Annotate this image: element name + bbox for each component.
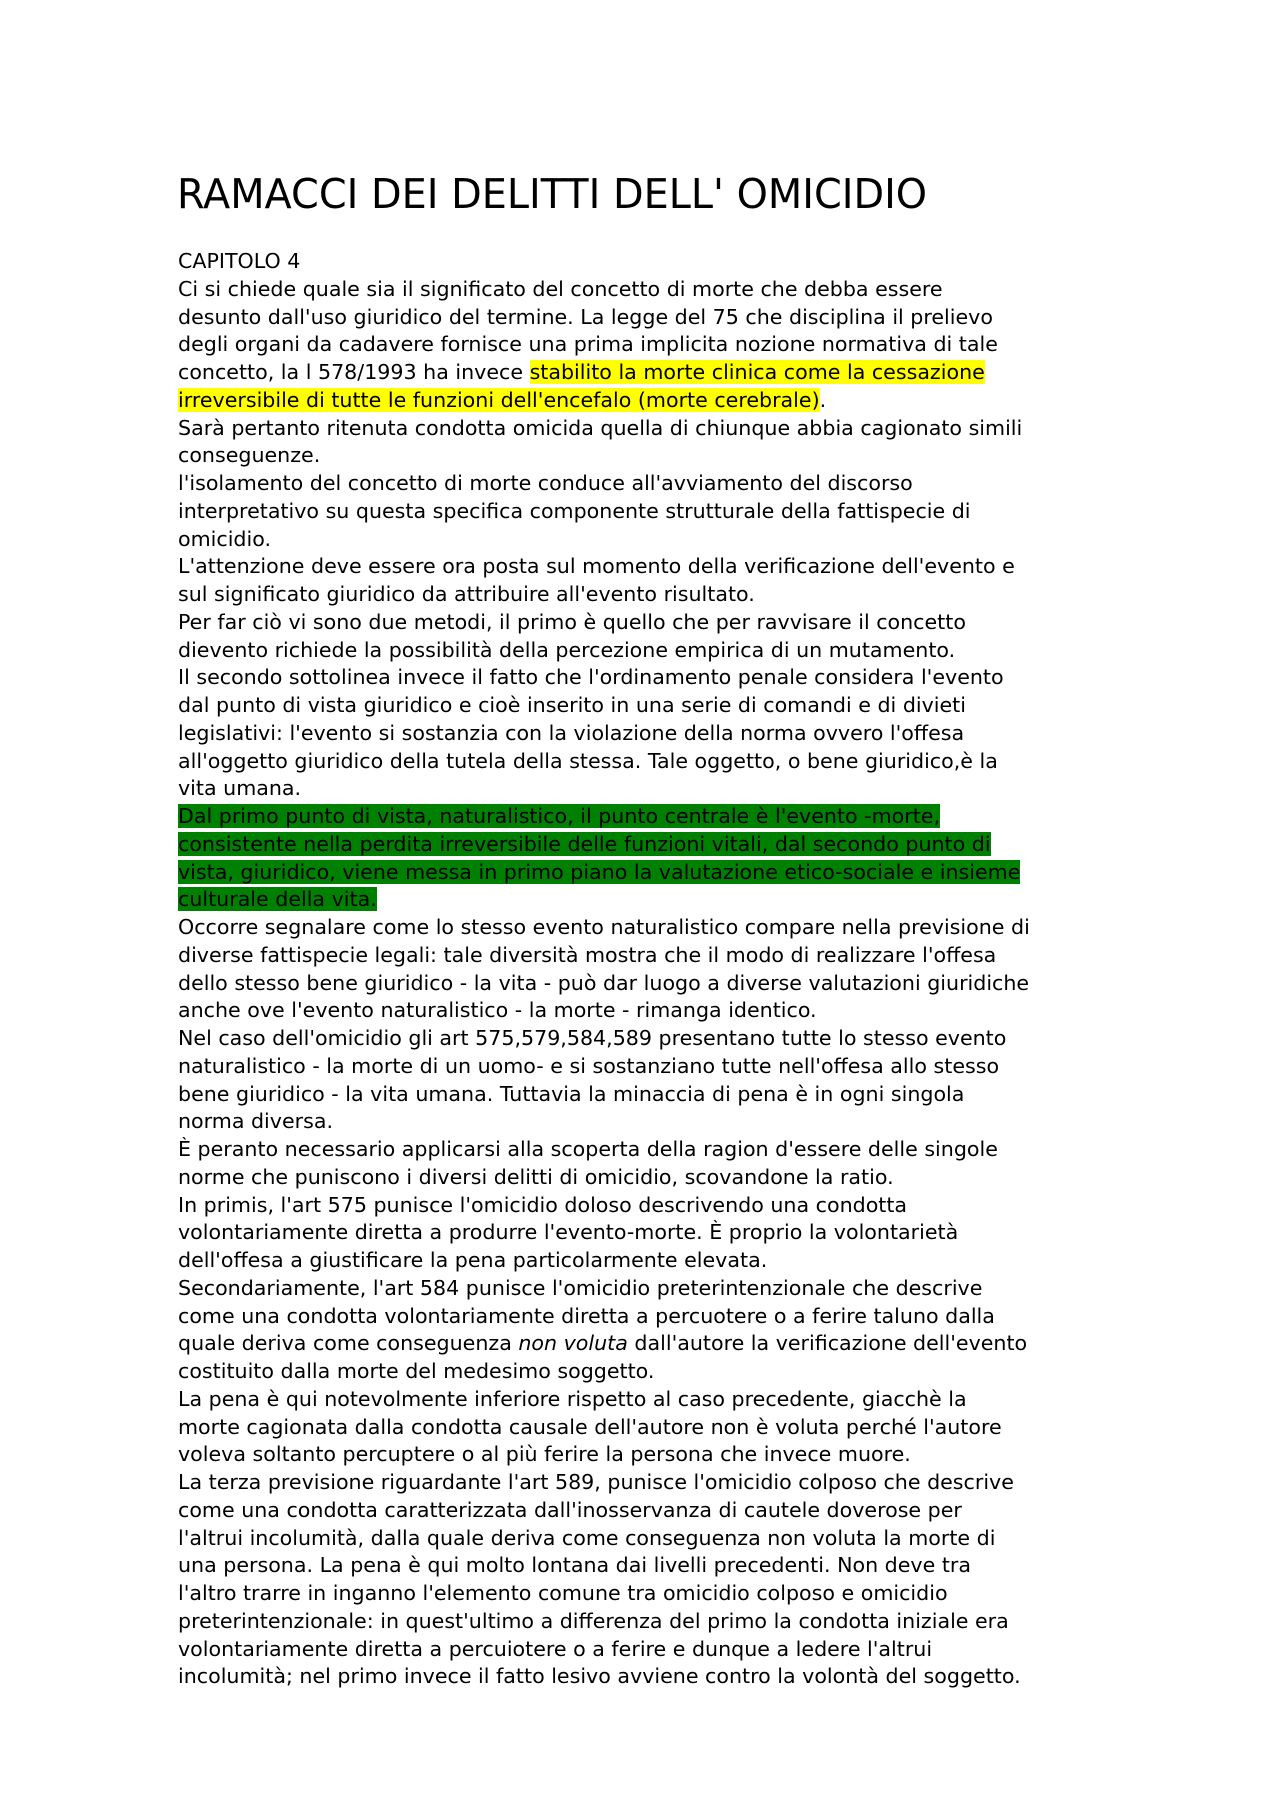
text-line [178,1608,1030,1636]
text-line [178,498,1030,526]
text-segment: preterintenzionale: in quest'ultimo a differenza del primo la condotta iniziale era [178,1608,1009,1633]
text-segment: bene giuridico - la vita umana. Tuttavia la minaccia di pena è in ogni singola [178,1081,965,1106]
text-line [178,720,1030,748]
text-line [178,1497,1030,1525]
text-line [178,1330,1030,1358]
text-line [178,1303,1030,1331]
text-segment: morte cagionata dalla condotta causale dell'autore non è voluta perché l'autore [178,1414,1002,1439]
text-line [178,914,1030,942]
text-segment: L'attenzione deve essere ora posta sul momento della verificazione dell'evento e [178,554,1015,579]
text-line [178,1525,1030,1553]
text-segment: In primis, l'art 575 punisce l'omicidio doloso descrivendo una condotta [178,1192,908,1217]
text-line [178,442,1030,470]
highlighted-text: consistente nella perdita irreversibile delle funzioni vitali, dal secondo punto di [178,831,991,856]
text-line [178,1275,1030,1303]
text-line [178,1663,1030,1691]
text-line [178,1552,1030,1580]
text-segment: vita umana. [178,776,302,801]
text-segment: desunto dall'uso giuridico del termine. La legge del 75 che disciplina il prelievo [178,304,993,329]
text-segment: CAPITOLO 4 [178,249,301,273]
text-line [178,748,1030,776]
text-line [178,942,1030,970]
text-line [178,1247,1030,1275]
text-line [178,304,1030,332]
text-segment: . [819,387,827,412]
text-line [178,831,1030,859]
text-segment: La pena è qui notevolmente inferiore rispetto al caso precedente, giacchè la [178,1386,967,1411]
text-segment: l'isolamento del concetto di morte conduce all'avviamento del discorso [178,471,913,495]
text-line [178,1580,1030,1608]
text-segment: Ci si chiede quale sia il significato del concetto di morte che debba essere [178,276,943,301]
text-segment: all'oggetto giuridico della tutela della stessa. Tale oggetto, o bene giuridico,è la [178,748,998,773]
text-segment: interpretativo su questa specifica componente strutturale della fattispecie di [178,498,971,523]
text-segment: anche ove l'evento naturalistico - la morte - rimanga identico. [178,998,817,1023]
text-segment: volontariamente diretta a produrre l'evento-morte. È proprio la volontarietà [178,1220,959,1245]
text-line [178,1192,1030,1220]
text-line [178,1136,1030,1164]
text-segment: Nel caso dell'omicidio gli art 575,579,584,589 presentano tutte lo stesso evento [178,1026,1007,1050]
text-segment: l'altro trarre in inganno l'elemento comune tra omicidio colposo e omicidio [178,1581,948,1605]
text-line [178,331,1030,359]
highlighted-text: vista, giuridico, viene messa in primo piano la valutazione etico-sociale e insieme [178,859,1021,884]
text-segment: dello stesso bene giuridico - la vita - può dar luogo a diverse valutazioni giuridiche [178,970,1030,995]
text-line [178,387,1030,415]
text-segment: incolumità; nel primo invece il fatto lesivo avviene contro la volontà del soggetto. [178,1664,1021,1689]
text-line [178,1414,1030,1442]
text-segment: dal punto di vista giuridico e cioè inserito in una serie di comandi e di divieti [178,693,966,717]
text-segment: l'altrui incolumità, dalla quale deriva come conseguenza non voluta la morte di [178,1525,996,1550]
text-segment: sul significato giuridico da attribuire all'evento risultato. [178,582,755,606]
text-line [178,581,1030,609]
text-line [178,997,1030,1025]
text-line [178,775,1030,803]
text-line [178,553,1030,581]
text-line [178,359,1030,387]
text-segment: Occorre segnalare come lo stesso evento naturalistico compare nella previsione di [178,915,1030,939]
text-segment: dell'offesa a giustificare la pena particolarmente elevata. [178,1248,768,1272]
text-line [178,1053,1030,1081]
text-segment: Il secondo sottolinea invece il fatto che l'ordinamento penale considera l'evento [178,665,1004,690]
text-segment: Secondariamente, l'art 584 punisce l'omicidio preterintenzionale che descrive [178,1275,983,1300]
text-line [178,803,1030,831]
text-segment: concetto, la l 578/1993 ha invece [178,360,530,384]
text-segment: naturalistico - la morte di un uomo- e si sostanziano tutte nell'offesa allo stesso [178,1053,1000,1078]
text-segment: conseguenze. [178,443,321,468]
text-line [178,1081,1030,1109]
text-segment: quale deriva come conseguenza [178,1331,519,1356]
text-segment: come una condotta caratterizzata dall'inosservanza di cautele doverose per [178,1497,962,1522]
text-line [178,1164,1030,1192]
highlighted-text: irreversibile di tutte le funzioni dell'encefalo (morte cerebrale) [178,387,820,412]
text-segment: dall'autore la verificazione dell'evento [627,1331,1028,1356]
document-title: RAMACCI DEI DELITTI DELL' OMICIDIO [177,170,928,218]
text-line [178,1108,1030,1136]
text-segment: voleva soltanto percuptere o al più ferire la persona che invece muore. [178,1442,911,1467]
italic-text: non voluta [518,1331,628,1356]
text-segment: degli organi da cadavere fornisce una prima implicita nozione normativa di tale [178,332,998,357]
text-segment: diverse fattispecie legali: tale diversità mostra che il modo di realizzare l'offesa [178,942,997,967]
text-segment: La terza previsione riguardante l'art 589, punisce l'omicidio colposo che descrive [178,1470,1014,1494]
text-line [178,1469,1030,1497]
text-segment: dievento richiede la possibilità della percezione empirica di un mutamento. [178,637,956,662]
text-line [178,248,1030,276]
text-line [178,1219,1030,1247]
text-line [178,692,1030,720]
highlighted-text: culturale della vita. [178,887,377,912]
text-line [178,609,1030,637]
text-line [178,1441,1030,1469]
text-segment: omicidio. [178,526,272,551]
text-line [178,526,1030,554]
text-segment: norme che puniscono i diversi delitti di omicidio, scovandone la ratio. [178,1164,894,1189]
text-segment: Per far ciò vi sono due metodi, il primo è quello che per ravvisare il concetto [178,609,966,634]
text-segment: Sarà pertanto ritenuta condotta omicida quella di chiunque abbia cagionato simili [178,415,1023,440]
text-line [178,1636,1030,1664]
text-segment: come una condotta volontariamente diretta a percuotere o a ferire taluno dalla [178,1303,995,1328]
text-segment: una persona. La pena è qui molto lontana dai livelli precedenti. Non deve tra [178,1553,971,1578]
document-body [178,248,1030,1691]
text-line [178,415,1030,443]
text-line [178,276,1030,304]
text-line [178,859,1030,887]
text-line [178,1358,1030,1386]
text-segment: È peranto necessario applicarsi alla scoperta della ragion d'essere delle singole [178,1137,998,1161]
text-segment: legislativi: l'evento si sostanzia con la violazione della norma ovvero l'offesa [178,720,965,745]
text-line [178,470,1030,498]
text-line [178,970,1030,998]
text-line [178,637,1030,665]
text-line [178,1386,1030,1414]
highlighted-text: stabilito la morte clinica come la cessazione [529,360,985,384]
text-line [178,886,1030,914]
text-line [178,664,1030,692]
text-segment: norma diversa. [178,1109,333,1134]
text-segment: volontariamente diretta a percuiotere o a ferire e dunque a ledere l'altrui [178,1636,933,1661]
text-segment: costituito dalla morte del medesimo soggetto. [178,1359,655,1383]
text-line [178,1025,1030,1053]
highlighted-text: Dal primo punto di vista, naturalistico, il punto centrale è l'evento -morte, [178,804,941,828]
